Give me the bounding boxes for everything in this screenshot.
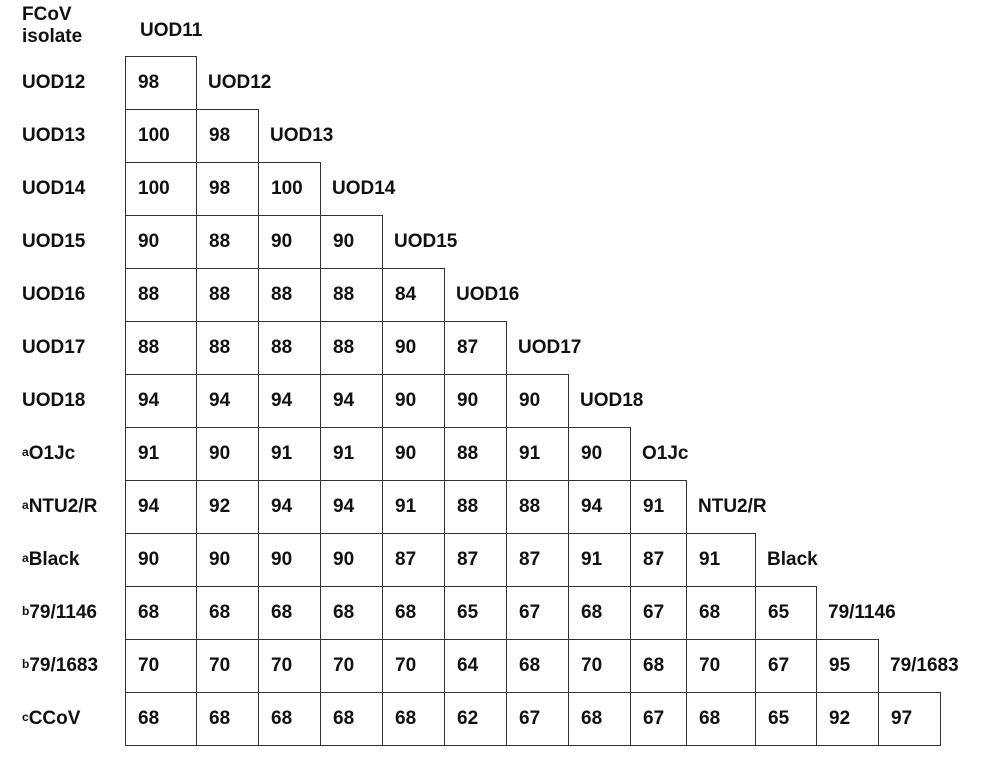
- table-cell: 88: [444, 480, 507, 534]
- table-cell: 94: [125, 374, 197, 428]
- table-cell: 70: [196, 639, 259, 693]
- table-cell: 65: [444, 586, 507, 640]
- table-cell: 88: [506, 480, 569, 534]
- row-label-superscript: b: [22, 603, 30, 618]
- row-label: [22, 321, 85, 374]
- table-cell: 94: [568, 480, 631, 534]
- table-cell: 90: [568, 427, 631, 481]
- row-label: [22, 215, 85, 268]
- table-cell: 88: [196, 321, 259, 375]
- corner-header-line-1: FCoV: [22, 4, 72, 25]
- table-cell: 68: [196, 692, 259, 746]
- corner-header-line-2: isolate: [22, 26, 83, 47]
- column-header: UOD12: [208, 71, 272, 93]
- table-cell: 90: [196, 533, 259, 587]
- table-cell: 90: [258, 533, 321, 587]
- table-cell: 91: [125, 427, 197, 481]
- column-header: 79/1146: [828, 601, 896, 623]
- table-cell: 62: [444, 692, 507, 746]
- table-cell: 68: [196, 586, 259, 640]
- column-header: UOD17: [518, 336, 582, 358]
- column-header: UOD18: [580, 389, 644, 411]
- table-cell: 68: [258, 692, 321, 746]
- row-label-text: O1Jc: [28, 442, 76, 464]
- column-header: O1Jc: [642, 442, 689, 464]
- table-cell: 68: [320, 692, 383, 746]
- row-label-text: UOD18: [22, 389, 86, 411]
- table-cell: 87: [506, 533, 569, 587]
- table-cell: 67: [755, 639, 817, 693]
- table-cell: 90: [258, 215, 321, 269]
- table-cell: 94: [320, 480, 383, 534]
- column-header: UOD13: [270, 124, 334, 146]
- row-label-text: UOD17: [22, 336, 86, 358]
- row-label: [22, 692, 80, 745]
- table-cell: 68: [382, 692, 445, 746]
- table-cell: 67: [630, 586, 687, 640]
- table-cell: 90: [125, 215, 197, 269]
- row-label: [22, 268, 85, 321]
- table-cell: 90: [506, 374, 569, 428]
- table-cell: 70: [258, 639, 321, 693]
- row-label-superscript: a: [22, 550, 29, 565]
- row-label-text: UOD14: [22, 177, 86, 199]
- table-cell: 91: [686, 533, 756, 587]
- table-cell: 70: [320, 639, 383, 693]
- table-cell: 70: [125, 639, 197, 693]
- table-cell: 90: [196, 427, 259, 481]
- table-cell: 88: [125, 321, 197, 375]
- table-cell: 68: [382, 586, 445, 640]
- row-label-text: UOD16: [22, 283, 86, 305]
- table-cell: 70: [382, 639, 445, 693]
- table-cell: 87: [382, 533, 445, 587]
- table-cell: 90: [444, 374, 507, 428]
- column-header: 79/1683: [890, 654, 959, 676]
- table-cell: 68: [568, 586, 631, 640]
- row-label-text: CCoV: [28, 707, 81, 729]
- table-cell: 68: [630, 639, 687, 693]
- table-cell: 68: [320, 586, 383, 640]
- table-cell: 92: [816, 692, 879, 746]
- table-cell: 65: [755, 692, 817, 746]
- table-cell: 98: [196, 162, 259, 216]
- table-cell: 100: [125, 109, 197, 163]
- table-cell: 68: [258, 586, 321, 640]
- table-cell: 94: [196, 374, 259, 428]
- column-header: Black: [767, 548, 818, 570]
- table-cell: 70: [568, 639, 631, 693]
- column-header: UOD16: [456, 283, 520, 305]
- table-cell: 90: [320, 215, 383, 269]
- row-label-text: Black: [28, 548, 80, 570]
- table-cell: 91: [630, 480, 687, 534]
- table-cell: 91: [320, 427, 383, 481]
- table-cell: 67: [506, 692, 569, 746]
- table-cell: 67: [630, 692, 687, 746]
- table-cell: 90: [320, 533, 383, 587]
- table-cell: 95: [816, 639, 879, 693]
- row-label-superscript: c: [22, 709, 29, 724]
- table-cell: 88: [125, 268, 197, 322]
- table-cell: 87: [630, 533, 687, 587]
- table-cell: 100: [125, 162, 197, 216]
- table-cell: 88: [320, 321, 383, 375]
- table-cell: 92: [196, 480, 259, 534]
- table-cell: 87: [444, 321, 507, 375]
- table-cell: 68: [506, 639, 569, 693]
- table-cell: 88: [196, 268, 259, 322]
- row-label-text: NTU2/R: [28, 495, 98, 517]
- table-cell: 87: [444, 533, 507, 587]
- table-cell: 84: [382, 268, 445, 322]
- table-cell: 91: [382, 480, 445, 534]
- row-label-text: UOD13: [22, 124, 86, 146]
- row-label: [22, 533, 79, 586]
- column-header-uod11: UOD11: [140, 20, 203, 41]
- row-label-text: 79/1683: [29, 654, 99, 676]
- table-cell: 70: [686, 639, 756, 693]
- table-cell: 98: [196, 109, 259, 163]
- table-cell: 91: [568, 533, 631, 587]
- table-cell: 94: [258, 374, 321, 428]
- table-cell: 88: [258, 321, 321, 375]
- table-cell: 68: [568, 692, 631, 746]
- corner-header: [22, 4, 82, 48]
- table-cell: 94: [258, 480, 321, 534]
- row-label: [22, 480, 97, 533]
- table-cell: 90: [382, 374, 445, 428]
- row-label: [22, 109, 85, 162]
- table-cell: 88: [444, 427, 507, 481]
- column-header: UOD15: [394, 230, 458, 252]
- table-cell: 98: [125, 56, 197, 110]
- table-cell: 64: [444, 639, 507, 693]
- table-cell: 68: [686, 692, 756, 746]
- table-cell: 68: [125, 586, 197, 640]
- table-cell: 100: [258, 162, 321, 216]
- table-cell: 90: [382, 321, 445, 375]
- row-label: [22, 56, 85, 109]
- row-label: [22, 162, 85, 215]
- table-cell: 97: [878, 692, 941, 746]
- row-label: [22, 374, 85, 427]
- table-cell: 91: [258, 427, 321, 481]
- row-label-text: UOD12: [22, 71, 86, 93]
- table-cell: 88: [196, 215, 259, 269]
- row-label: [22, 427, 75, 480]
- column-header: UOD14: [332, 177, 396, 199]
- row-label-text: 79/1146: [29, 601, 97, 623]
- row-label-superscript: a: [22, 497, 29, 512]
- table-cell: 65: [755, 586, 817, 640]
- row-label-superscript: b: [22, 656, 30, 671]
- row-label-text: UOD15: [22, 230, 86, 252]
- row-label: [22, 639, 98, 692]
- table-cell: 94: [320, 374, 383, 428]
- table-cell: 67: [506, 586, 569, 640]
- table-cell: 91: [506, 427, 569, 481]
- table-cell: 94: [125, 480, 197, 534]
- table-cell: 68: [125, 692, 197, 746]
- row-label: [22, 586, 97, 639]
- table-cell: 88: [320, 268, 383, 322]
- table-cell: 68: [686, 586, 756, 640]
- table-cell: 90: [125, 533, 197, 587]
- table-cell: 90: [382, 427, 445, 481]
- table-cell: 88: [258, 268, 321, 322]
- column-header: NTU2/R: [698, 495, 767, 517]
- row-label-superscript: a: [22, 444, 29, 459]
